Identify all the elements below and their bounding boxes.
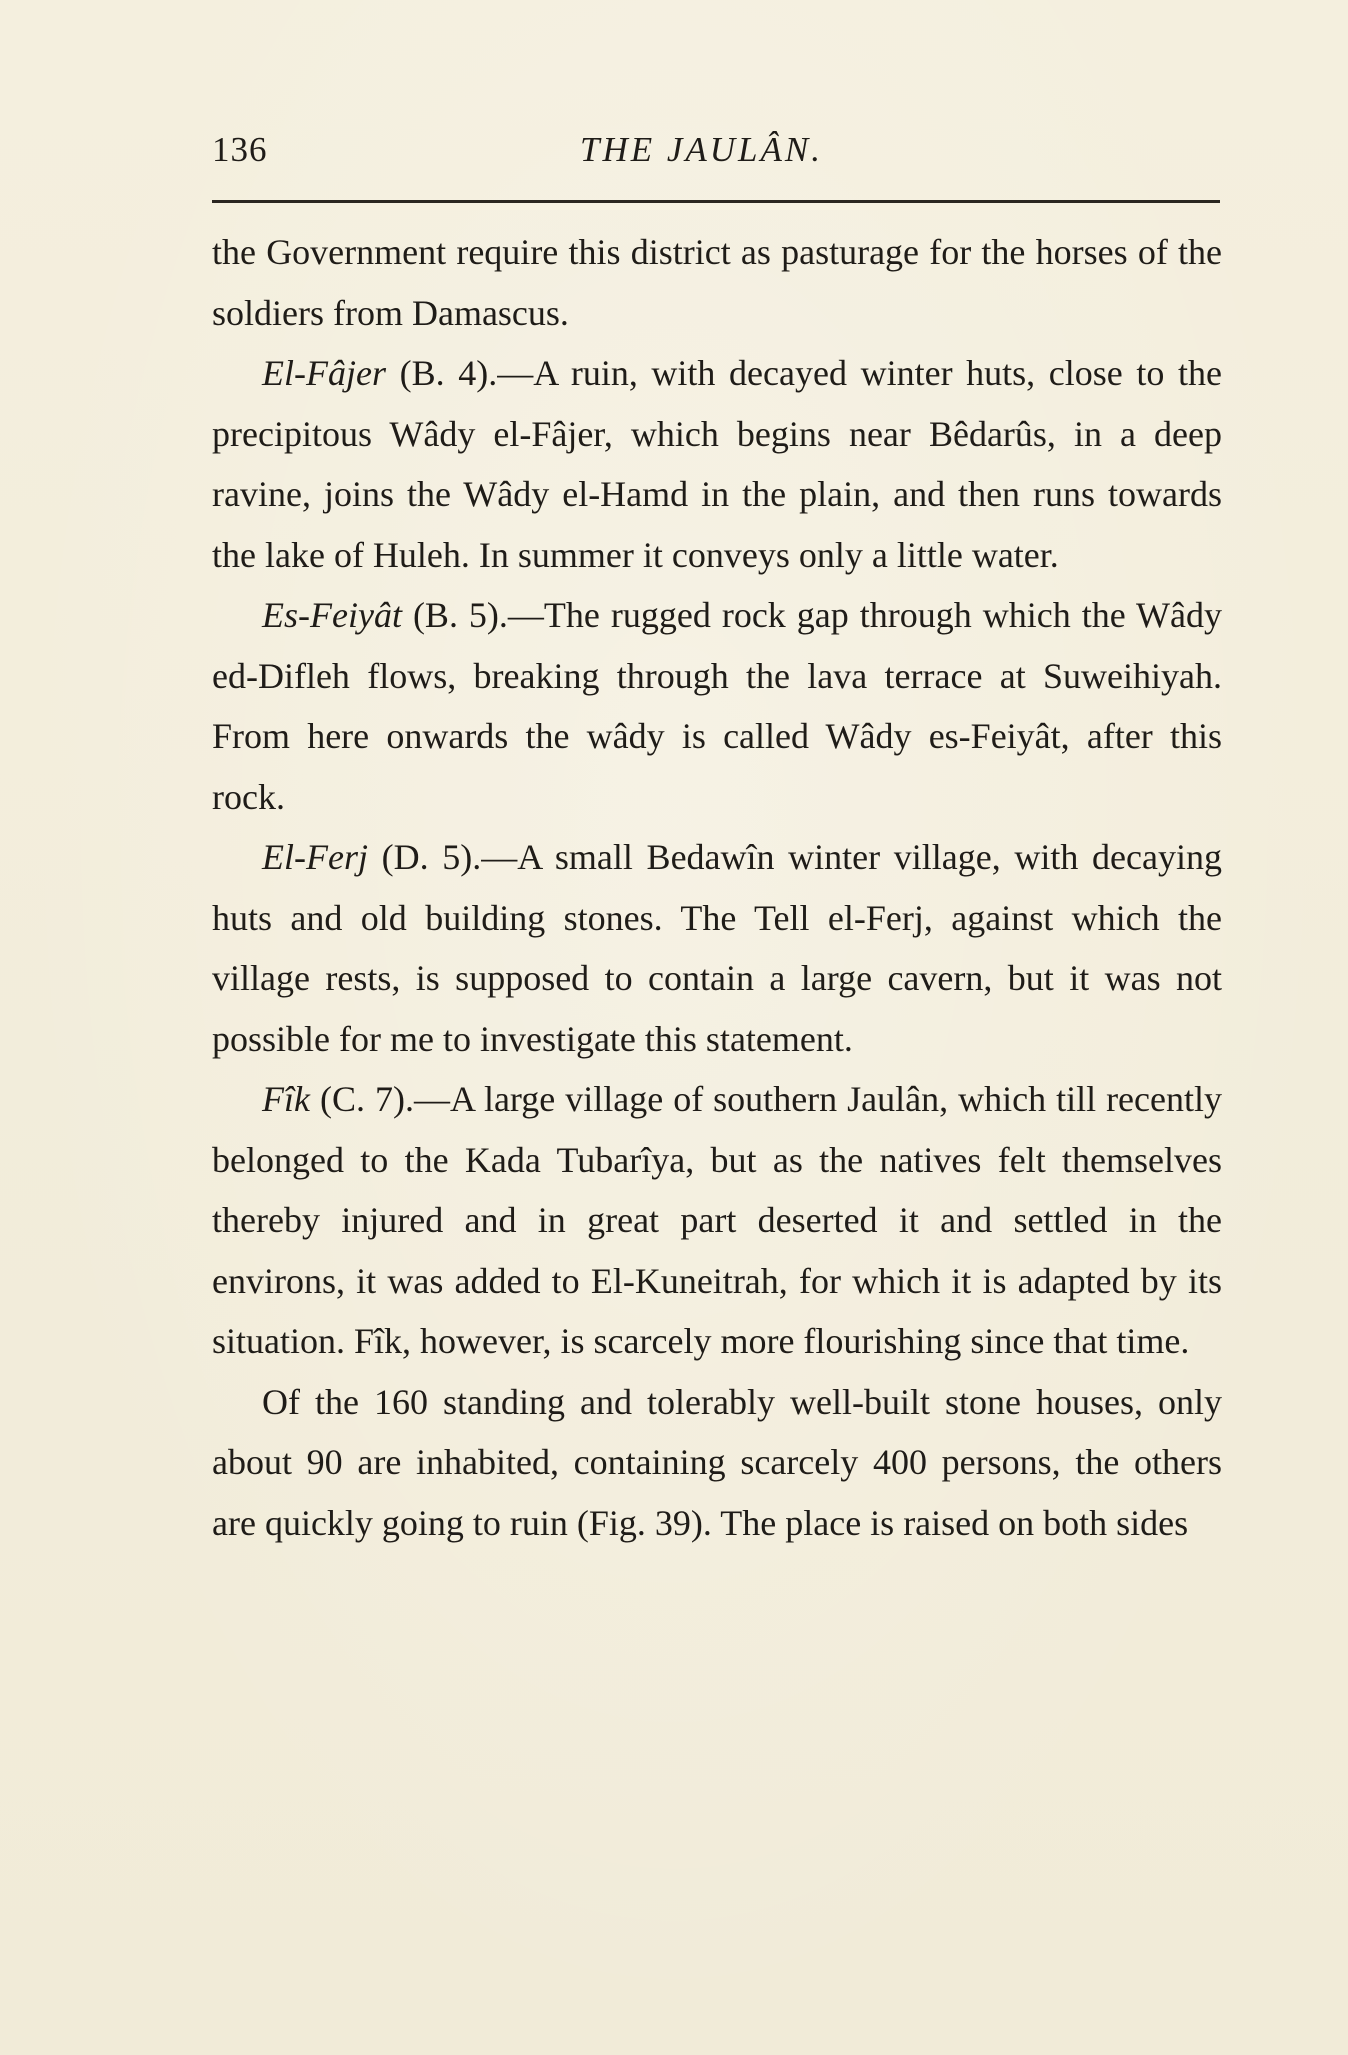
entry-fik bbox=[212, 1069, 1222, 1372]
page-number: 136 bbox=[212, 130, 268, 169]
entry-es-feiyat bbox=[212, 585, 1222, 827]
entry-heading: Es-Feiyât bbox=[262, 595, 402, 635]
entry-text: (D. 5).—A small Bedawîn winter village, with decaying huts and old building stones. The Tell el-Ferj, against which the village rests, is supposed to contain a large cavern, but it was not possible for me to investigate this statement. bbox=[212, 837, 1222, 1059]
entry-heading: Fîk bbox=[262, 1079, 310, 1119]
page-header bbox=[212, 130, 1222, 180]
entry-el-fajer bbox=[212, 343, 1222, 585]
entry-heading: El-Ferj bbox=[262, 837, 368, 877]
entry-text: (B. 5).—The rugged rock gap through which the Wâdy ed-Difleh flows, breaking through the lava terrace at Suweihiyah. From here onwards the wâdy is called Wâdy es-Feiyât, after this rock. bbox=[212, 595, 1222, 817]
header-rule bbox=[212, 200, 1220, 203]
entry-text: (C. 7).—A large village of southern Jaulân, which till recently belonged to the Kada Tubarîya, but as the natives felt themselves thereby injured and in great part deserted it and settled in the environs, it was added to El-Kuneitrah, for which it is adapted by its situation. Fîk, however, is scarcely more flourishing since that time. bbox=[212, 1079, 1222, 1361]
paragraph-text: the Government require this district as pasturage for the horses of the soldiers from Damascus. bbox=[212, 232, 1222, 333]
paragraph-continuation bbox=[212, 222, 1222, 343]
entry-el-ferj bbox=[212, 827, 1222, 1069]
entry-text: (B. 4).—A ruin, with decayed winter huts, close to the precipitous Wâdy el-Fâjer, which begins near Bêdarûs, in a deep ravine, joins the Wâdy el-Hamd in the plain, and then runs towards the lake of Huleh. In summer it conveys only a little water. bbox=[212, 353, 1222, 575]
entry-heading: El-Fâjer bbox=[262, 353, 386, 393]
paragraph-text: Of the 160 standing and tolerably well-built stone houses, only about 90 are inhabited, containing scarcely 400 persons, the others are quickly going to ruin (Fig. 39). The place is raised on both sides bbox=[212, 1381, 1222, 1543]
body-text bbox=[212, 222, 1222, 1553]
paragraph-fik-houses bbox=[212, 1372, 1222, 1554]
running-title: THE JAULÂN. bbox=[580, 130, 823, 169]
